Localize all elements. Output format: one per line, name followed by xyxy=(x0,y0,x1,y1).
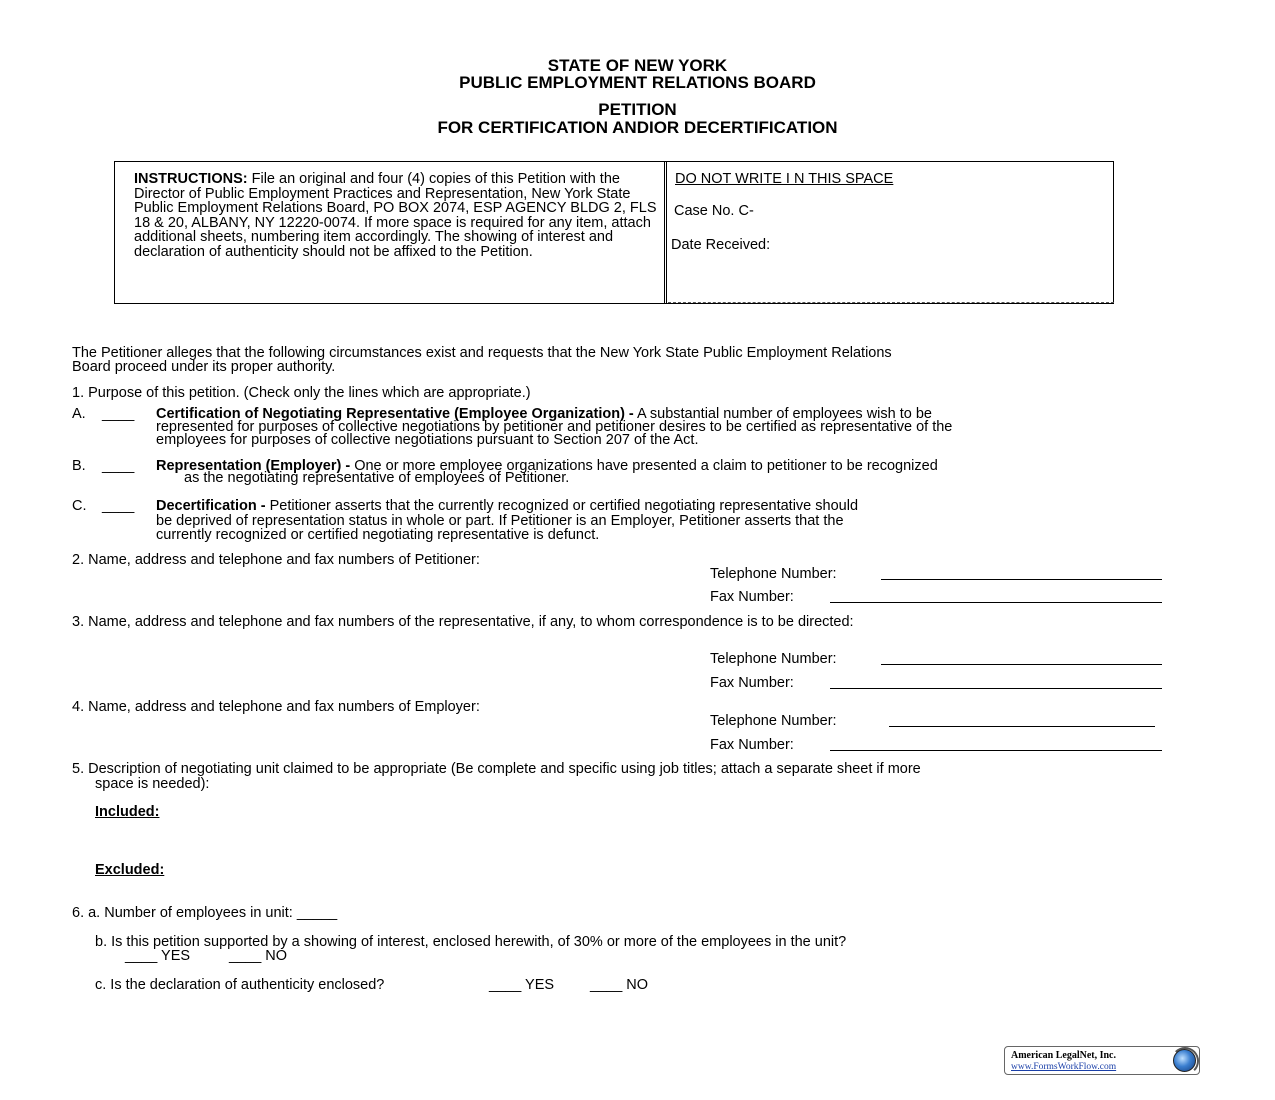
item4-fax-label: Fax Number: xyxy=(710,737,794,753)
item4-telephone-label: Telephone Number: xyxy=(710,713,837,729)
item1b-title: Representation (Employer) - xyxy=(156,458,351,474)
item2-telephone-field[interactable] xyxy=(881,567,1162,580)
item1c-title: Decertification - xyxy=(156,498,266,514)
item1a-check-blank[interactable]: ____ xyxy=(102,406,135,422)
item1a-title: Certification of Negotiating Representative (Employee Organization) - xyxy=(156,406,634,422)
logo-url-link[interactable]: www.FormsWorkFlow.com xyxy=(1011,1062,1117,1072)
item3-telephone-field[interactable] xyxy=(881,652,1162,665)
item3-fax-label: Fax Number: xyxy=(710,675,794,691)
header-petition: PETITION xyxy=(598,100,677,119)
item3-telephone-label: Telephone Number: xyxy=(710,651,837,667)
item6b-no[interactable]: ____ NO xyxy=(229,948,288,964)
instructions-box xyxy=(114,161,1114,304)
item5-line-1: 5. Description of negotiating unit claimed to be appropriate (Be complete and specific using job titles; attach a separate sheet if more xyxy=(72,761,921,777)
item4-telephone-field[interactable] xyxy=(889,714,1155,727)
item5-included-label: Included: xyxy=(95,804,160,820)
office-use-heading: DO NOT WRITE I N THIS SPACE xyxy=(675,171,894,187)
item2-fax-label: Fax Number: xyxy=(710,589,794,605)
item1-heading: 1. Purpose of this petition. (Check only the lines which are appropriate.) xyxy=(72,385,531,401)
item1c-line-2: be deprived of representation status in whole or part. If Petitioner is an Employer, Petitioner asserts that the xyxy=(156,513,844,529)
item1c-check-blank[interactable]: ____ xyxy=(102,498,135,514)
date-received-label: Date Received: xyxy=(671,237,771,253)
item2-heading: 2. Name, address and telephone and fax numbers of Petitioner: xyxy=(72,552,480,568)
item2-fax-field[interactable] xyxy=(830,590,1162,603)
item6a-blank[interactable]: _____ xyxy=(296,905,338,921)
item1a-text: A substantial number of employees wish to be xyxy=(633,406,932,422)
item1a-line-3: employees for purposes of collective negotiations pursuant to Section 207 of the Act. xyxy=(156,432,699,448)
item6c-no[interactable]: ____ NO xyxy=(590,977,649,993)
instructions-body: File an original and four (4) copies of this Petition with the Director of Public Employment Practices and Representation, New York State Public Employment Relations Board, PO BOX 2074, ESP AGENCY BLDG 2, FLS 18 & 20, ALBANY, NY 12220-0074. If more space is required for any item, attach additional sheets, numbering item accordingly. The showing of interest and declaration of authenticity should not be affixed to the Petition. xyxy=(134,171,657,260)
item3-fax-field[interactable] xyxy=(830,676,1162,689)
item1c-line-1 xyxy=(156,499,858,513)
item1b-text: One or more employee organizations have presented a claim to petitioner to be recognized xyxy=(350,458,938,474)
office-use-line xyxy=(668,302,1114,303)
item4-heading: 4. Name, address and telephone and fax numbers of Employer: xyxy=(72,699,480,715)
intro-line-1: The Petitioner alleges that the following circumstances exist and requests that the New York State Public Employment Relations xyxy=(72,345,892,361)
header-board: PUBLIC EMPLOYMENT RELATIONS BOARD xyxy=(459,73,816,92)
item6c-yes[interactable]: ____ YES xyxy=(489,977,555,993)
item6b-yes[interactable]: ____ YES xyxy=(125,948,191,964)
item6b-question: b. Is this petition supported by a showing of interest, enclosed herewith, of 30% or more of the employees in the unit? xyxy=(95,934,847,950)
item2-telephone-label: Telephone Number: xyxy=(710,566,837,582)
instructions-label: INSTRUCTIONS: xyxy=(134,171,248,187)
item1c-line-3: currently recognized or certified negotiating representative is defunct. xyxy=(156,527,600,543)
item1b-check-blank[interactable]: ____ xyxy=(102,458,135,474)
item1a-letter: A. xyxy=(72,406,86,422)
item1c-letter: C. xyxy=(72,498,87,514)
instructions-text xyxy=(134,172,659,259)
globe-icon xyxy=(1173,1049,1196,1072)
item6a-text: 6. a. Number of employees in unit: xyxy=(72,905,293,921)
item5-line-2: space is needed): xyxy=(95,776,210,792)
item4-fax-field[interactable] xyxy=(830,738,1162,751)
item5-excluded-label: Excluded: xyxy=(95,862,165,878)
header-subtitle: FOR CERTIFICATION ANDIOR DECERTIFICATION xyxy=(437,118,838,137)
american-legalnet-logo xyxy=(1004,1046,1200,1075)
box-divider xyxy=(664,162,667,303)
case-number-label: Case No. C- xyxy=(674,203,754,219)
item6c-question: c. Is the declaration of authenticity enclosed? xyxy=(95,977,385,993)
item3-heading: 3. Name, address and telephone and fax numbers of the representative, if any, to whom correspondence is to be directed: xyxy=(72,614,854,630)
item6a-question xyxy=(72,906,337,920)
item1c-text: Petitioner asserts that the currently recognized or certified negotiating representative should xyxy=(265,498,859,514)
logo-company-name: American LegalNet, Inc. xyxy=(1011,1050,1116,1061)
header-state: STATE OF NEW YORK xyxy=(547,56,728,75)
item1b-letter: B. xyxy=(72,458,86,474)
item1a-line-2: represented for purposes of collective negotiations by petitioner and petitioner desires to be certified as representative of the xyxy=(156,419,953,435)
item1b-line-2: as the negotiating representative of employees of Petitioner. xyxy=(184,470,570,486)
intro-line-2: Board proceed under its proper authority. xyxy=(72,359,336,375)
